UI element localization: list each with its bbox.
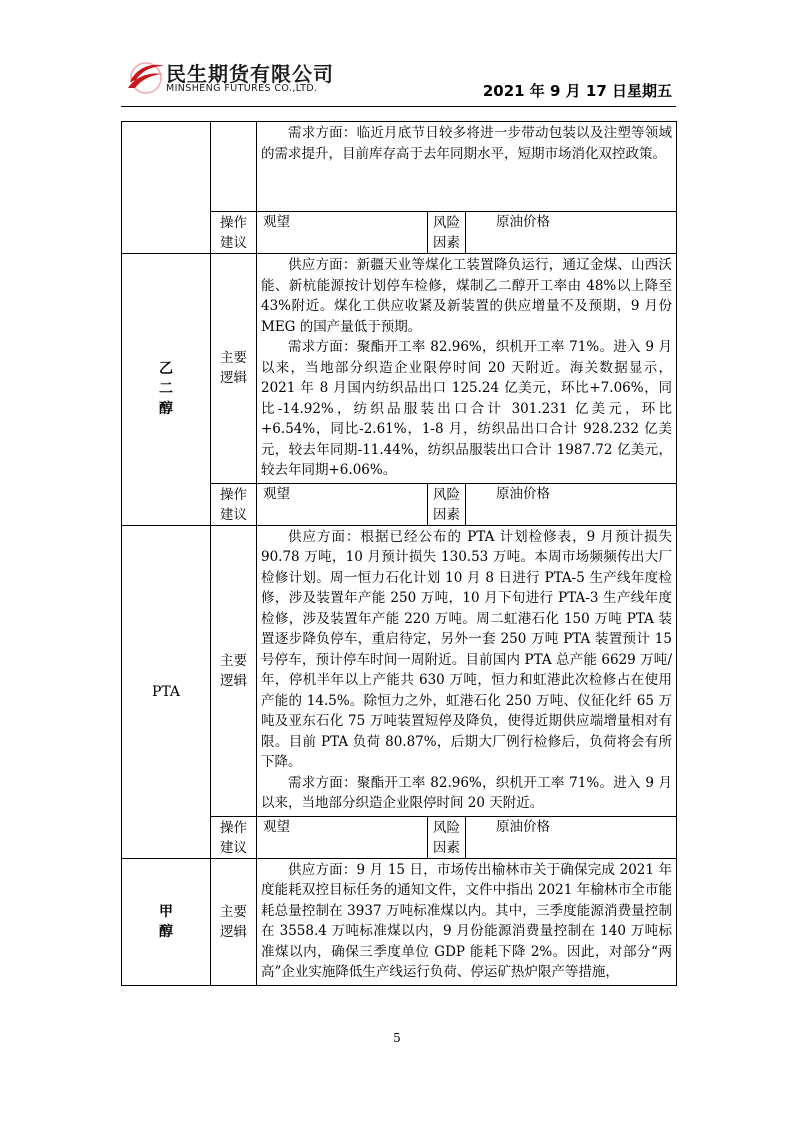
commodity-name-cell: PTA xyxy=(122,525,211,858)
logic-text-cell xyxy=(257,254,677,484)
page-number: 5 xyxy=(393,1031,401,1045)
logic-text-cell xyxy=(257,525,677,816)
logic-text-cell xyxy=(257,122,677,212)
logic-paragraph: 需求方面：聚酯开工率 82.96%，织机开工率 71%。进入 9 月以来，当地部分织造企业限停时间 20 天附近。海关数据显示，2021 年 8 月国内纺织品出口 125.24 亿美元，环比+7.06%，同比-14.92%，纺织品服装出口合计 301.231 亿美元，环比+6.54%，同比-2.61%，1-8 月，纺织品出口合计 928.232 亿美元，较去年同期-11.44%，纺织品服装出口合计 1987.72 亿美元，较去年同期+6.06%。 xyxy=(261,339,672,478)
risk-label-cell: 风险因素 xyxy=(428,816,466,858)
risk-value-cell: 原油价格 xyxy=(466,483,677,525)
risk-value-cell: 原油价格 xyxy=(466,212,677,254)
op-value-cell: 观望 xyxy=(257,816,428,858)
logic-paragraph: 需求方面：聚酯开工率 82.96%，织机开工率 71%。进入 9 月以来，当地部分织造企业限停时间 20 天附近。 xyxy=(261,774,672,811)
company-logo xyxy=(126,56,366,102)
commodity-name-cell: 乙二醇 xyxy=(122,254,211,526)
table-row xyxy=(122,122,677,212)
logic-label-cell xyxy=(211,122,257,212)
logic-text-cell xyxy=(257,858,677,985)
table-row xyxy=(122,254,677,484)
logic-label-cell: 主要逻辑 xyxy=(211,525,257,816)
op-label-cell: 操作建议 xyxy=(211,816,257,858)
table-row xyxy=(122,525,677,816)
report-date: 2021 年 9 月 17 日星期五 xyxy=(482,82,672,100)
minsheng-logo-icon xyxy=(126,56,166,96)
header-divider xyxy=(121,106,676,107)
logo-english-name: MINSHENG FUTURES CO.,LTD. xyxy=(166,83,318,94)
logic-paragraph: 需求方面：临近月底节日较多将进一步带动包装以及注塑等领域的需求提升，目前库存高于去年同期水平，短期市场消化双控政策。 xyxy=(261,125,672,162)
commodity-name-cell: 甲醇 xyxy=(122,858,211,985)
op-label-cell: 操作建议 xyxy=(211,212,257,254)
logic-paragraph: 供应方面：9 月 15 日，市场传出榆林市关于确保完成 2021 年度能耗双控目标任务的通知文件，文件中指出 2021 年榆林市全市能耗总量控制在 3937 万吨标准煤以内。其中，三季度能源消费量控制在 3558.4 万吨标准煤以内，9 月份能源消费量控制在 140 万吨标准煤以内，确保三季度单位 GDP 能耗下降 2%。因此，对部分“两高”企业实施降低生产线运行负荷、停运矿热炉限产等措施， xyxy=(261,861,672,980)
op-value-cell: 观望 xyxy=(257,483,428,525)
risk-label-cell: 风险因素 xyxy=(428,212,466,254)
logic-paragraph: 供应方面：根据已经公布的 PTA 计划检修表，9 月预计损失 90.78 万吨，10 月预计损失 130.53 万吨。本周市场频频传出大厂检修计划。周一恒力石化计划 10 月 8 日进行 PTA-5 生产线年度检修，涉及装置年产能 250 万吨，10 月下旬进行 PTA-3 生产线年度检修，涉及装置年产能 220 万吨。周二虹港石化 150 万吨 PTA 装置逐步降负停车，重启待定，另外一套 250 万吨 PTA 装置预计 15 号停车，预计停车时间一周附近。目前国内 PTA 总产能 6629 万吨/年，停机半年以上产能共 630 万吨，恒力和虹港此次检修占在使用产能的 14.5%。除恒力之外，虹港石化 250 万吨、仪征化纤 65 万吨及亚东石化 75 万吨装置短停及降负，使得近期供应端增量相对有限。目前 PTA 负荷 80.87%，后期大厂例行检修后，负荷将会有所下降。 xyxy=(261,528,672,770)
op-value-cell: 观望 xyxy=(257,212,428,254)
logic-label-cell: 主要逻辑 xyxy=(211,858,257,985)
commodity-analysis-table xyxy=(121,121,677,986)
op-label-cell: 操作建议 xyxy=(211,483,257,525)
logic-paragraph: 供应方面：新疆天业等煤化工装置降负运行，通辽金煤、山西沃能、新杭能源按计划停车检修，煤制乙二醇开工率由 48%以上降至 43%附近。煤化工供应收紧及新装置的供应增量不及预期，9 月份 MEG 的国产量低于预期。 xyxy=(261,257,672,335)
risk-value-cell: 原油价格 xyxy=(466,816,677,858)
table-row xyxy=(122,858,677,985)
logo-chinese-name: 民生期货有限公司 xyxy=(166,62,334,86)
commodity-name-cell xyxy=(122,122,211,254)
page-header xyxy=(0,0,794,110)
logic-label-cell: 主要逻辑 xyxy=(211,254,257,484)
risk-label-cell: 风险因素 xyxy=(428,483,466,525)
